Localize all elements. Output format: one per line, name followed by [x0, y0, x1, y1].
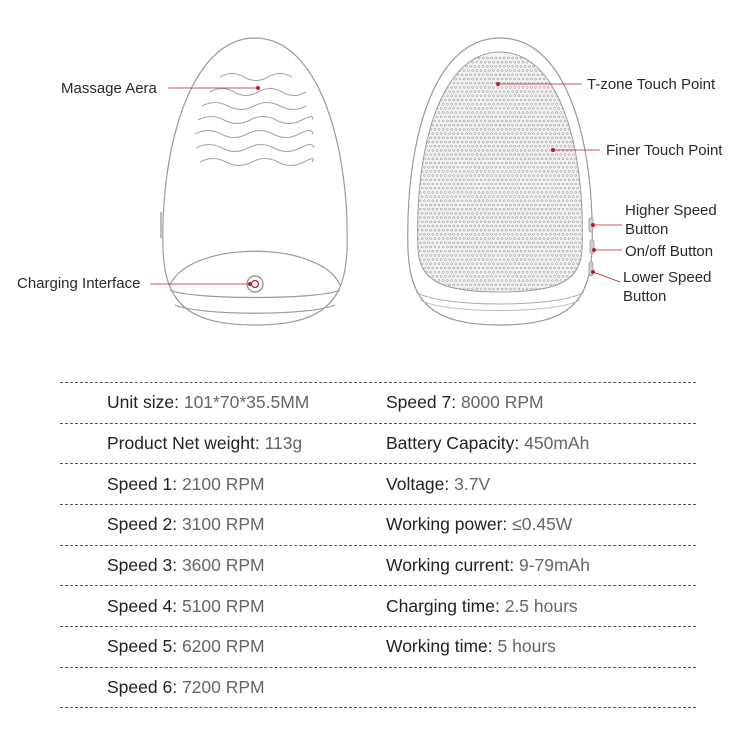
spec-value: 5100 RPM — [181, 595, 265, 616]
spec-label: Working current: — [386, 555, 515, 576]
spec-row — [60, 463, 696, 504]
spec-cell-left — [60, 474, 386, 495]
spec-cell-left — [60, 596, 386, 617]
spec-cell-right — [386, 636, 696, 657]
spec-value: 101*70*35.5MM — [183, 392, 310, 413]
spec-cell-left — [60, 514, 386, 535]
spec-value: 8000 RPM — [460, 392, 544, 413]
product-diagram — [0, 0, 750, 360]
spec-value: 450mAh — [524, 433, 590, 454]
spec-row — [60, 504, 696, 545]
device-back-view — [161, 38, 347, 325]
callout-onoff-button: On/off Button — [625, 243, 714, 260]
spec-cell-left — [60, 677, 386, 698]
spec-label: Working power: — [386, 514, 508, 535]
spec-label: Speed 3: — [107, 555, 178, 576]
spec-row — [60, 545, 696, 586]
spec-cell-left — [60, 433, 386, 454]
spec-label: Working time: — [386, 636, 493, 657]
spec-label: Battery Capacity: — [386, 433, 520, 454]
spec-value: 2100 RPM — [181, 473, 265, 494]
massage-waves — [195, 74, 314, 166]
spec-cell-right — [386, 474, 696, 495]
spec-table — [60, 382, 696, 708]
spec-value: ≤0.45W — [512, 514, 573, 535]
callout-finer-touch-point: Finer Touch Point — [606, 142, 723, 159]
callout-charging-interface: Charging Interface — [17, 275, 141, 292]
spec-row — [60, 423, 696, 464]
spec-label: Voltage: — [386, 473, 450, 494]
callout-tzone-touch-point: T-zone Touch Point — [587, 76, 716, 93]
callout-lower-speed-button: Lower Speed Button — [623, 269, 712, 305]
spec-label: Speed 4: — [107, 595, 178, 616]
callout-massage-area: Massage Aera — [61, 80, 157, 97]
spec-cell-right — [386, 596, 696, 617]
spec-value: 5 hours — [497, 636, 556, 657]
spec-cell-left — [60, 555, 386, 576]
spec-label: Product Net weight: — [107, 433, 260, 454]
spec-row — [60, 382, 696, 423]
device-back-outline — [163, 38, 347, 325]
spec-row — [60, 626, 696, 667]
spec-value: 6200 RPM — [181, 636, 265, 657]
callout-higher-speed-button: Higher Speed Button — [625, 202, 717, 238]
spec-cell-right — [386, 433, 696, 454]
spec-row — [60, 585, 696, 626]
spec-label: Speed 5: — [107, 636, 178, 657]
spec-value: 7200 RPM — [181, 676, 265, 697]
spec-value: 3100 RPM — [181, 514, 265, 535]
spec-label: Unit size: — [107, 392, 179, 413]
spec-label: Charging time: — [386, 595, 500, 616]
spec-cell-left — [60, 392, 386, 413]
device-front-view — [408, 38, 594, 325]
spec-label: Speed 2: — [107, 514, 178, 535]
spec-value: 113g — [264, 433, 303, 454]
spec-value: 3.7V — [454, 473, 491, 494]
spec-cell-left — [60, 636, 386, 657]
spec-value: 3600 RPM — [181, 555, 265, 576]
spec-value: 2.5 hours — [504, 595, 578, 616]
spec-cell-right — [386, 392, 696, 413]
spec-cell-right — [386, 514, 696, 535]
spec-label: Speed 1: — [107, 473, 178, 494]
spec-cell-right — [386, 555, 696, 576]
spec-row — [60, 667, 696, 708]
spec-value: 9-79mAh — [518, 555, 590, 576]
spec-label: Speed 6: — [107, 676, 178, 697]
spec-label: Speed 7: — [386, 392, 457, 413]
